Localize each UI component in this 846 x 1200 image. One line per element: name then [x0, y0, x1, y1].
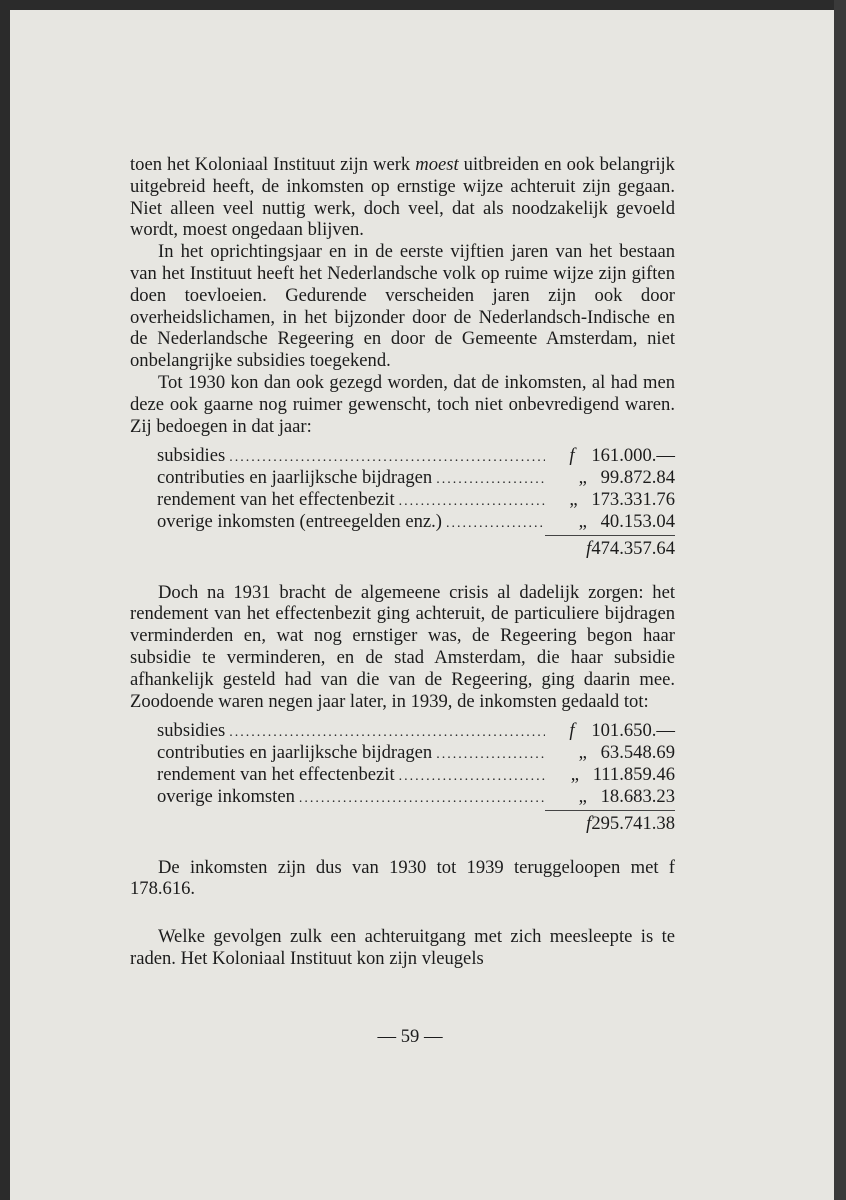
row-label: overige inkomsten: [157, 785, 295, 807]
table-total: f474.357.64: [586, 537, 675, 559]
row-amount: „ 99.872.84: [578, 467, 675, 489]
leader-dots: [229, 447, 545, 469]
row-label: subsidies: [157, 720, 226, 742]
row-amount: „ 111.859.46: [570, 763, 675, 785]
paragraph-2: In het oprichtingsjaar en in de eerste vijftien jaren van het bestaan van het Instituut heeft het Nederlandsche volk op ruime wijze zijn giften doen toevloeien. Gedurende verscheiden jaren zijn ook door overheidslichamen, in het bijzonder door de Nederlandsch-Indische en de Nederlandsche Regeering en door de Gemeente Amsterdam, niet onbelangrijke subsidies toegekend.: [130, 241, 675, 372]
row-label: contributies en jaarlijksche bijdragen: [157, 467, 433, 489]
leader-dots: [436, 744, 545, 766]
row-amount: „ 18.683.23: [578, 785, 675, 807]
table-row: [157, 467, 675, 489]
paragraph-6: Welke gevolgen zulk een achteruitgang met zich meesleepte is te raden. Het Koloniaal Instituut kon zijn vleugels: [130, 926, 675, 969]
leader-dots: [446, 513, 545, 535]
paragraph-4: Doch na 1931 bracht de algemeene crisis al dadelijk zorgen: het rendement van het effectenbezit ging achteruit, de particuliere bijdragen verminderden en, wat nog ernstiger was, de Regeering begon haar subsidie te verminderen, en de stad Amsterdam, die haar subsidie afhankelijk gesteld had van die van de Regeering, ging daarin mee. Zoodoende waren negen jaar later, in 1939, de inkomsten gedaald tot:: [130, 581, 675, 712]
table-row: [157, 742, 675, 764]
income-table-1939: [157, 720, 675, 834]
row-label: rendement van het effectenbezit: [157, 488, 395, 510]
page-body: [130, 154, 675, 970]
row-label: rendement van het effectenbezit: [157, 763, 395, 785]
row-label: contributies en jaarlijksche bijdragen: [157, 742, 433, 764]
table-row: [157, 445, 675, 467]
row-amount: f 101.650.—: [569, 720, 675, 742]
table-row: [157, 511, 675, 533]
leader-dots: [436, 469, 545, 491]
table-row: [157, 764, 675, 786]
scan-edge: [834, 0, 846, 1200]
row-amount: „ 40.153.04: [578, 510, 675, 532]
paragraph-1: toen het Koloniaal Instituut zijn werk moest uitbreiden en ook belangrijk uitgebreid heeft, de inkomsten op ernstige wijze achteruit zijn gegaan. Niet alleen veel nuttig werk, doch veel, dat als noodzakelijk gevoeld wordt, moest ongedaan blijven.: [130, 154, 675, 241]
row-amount: „ 63.548.69: [578, 742, 675, 764]
paragraph-5: De inkomsten zijn dus van 1930 tot 1939 teruggeloopen met f 178.616.: [130, 856, 675, 900]
leader-dots: [399, 491, 545, 513]
page-number: — 59 —: [377, 1026, 443, 1047]
paragraph-3: Tot 1930 kon dan ook gezegd worden, dat de inkomsten, al had men deze ook gaarne nog ruimer gewenscht, toch niet onbevredigend waren. Zij bedoegen in dat jaar:: [130, 371, 675, 437]
row-amount: „ 173.331.76: [569, 488, 675, 510]
row-label: subsidies: [157, 445, 226, 467]
book-page: [10, 10, 834, 1200]
table-row: [157, 489, 675, 511]
emphasis-moest: moest: [415, 154, 459, 175]
table-total: f295.741.38: [586, 812, 675, 834]
leader-dots: [229, 722, 545, 744]
leader-dots: [299, 788, 545, 810]
income-table-1930: [157, 445, 675, 559]
row-label: overige inkomsten (entreegelden enz.): [157, 510, 442, 532]
leader-dots: [399, 766, 545, 788]
table-row: [157, 720, 675, 742]
row-amount: f 161.000.—: [569, 445, 675, 467]
table-row: [157, 786, 675, 808]
